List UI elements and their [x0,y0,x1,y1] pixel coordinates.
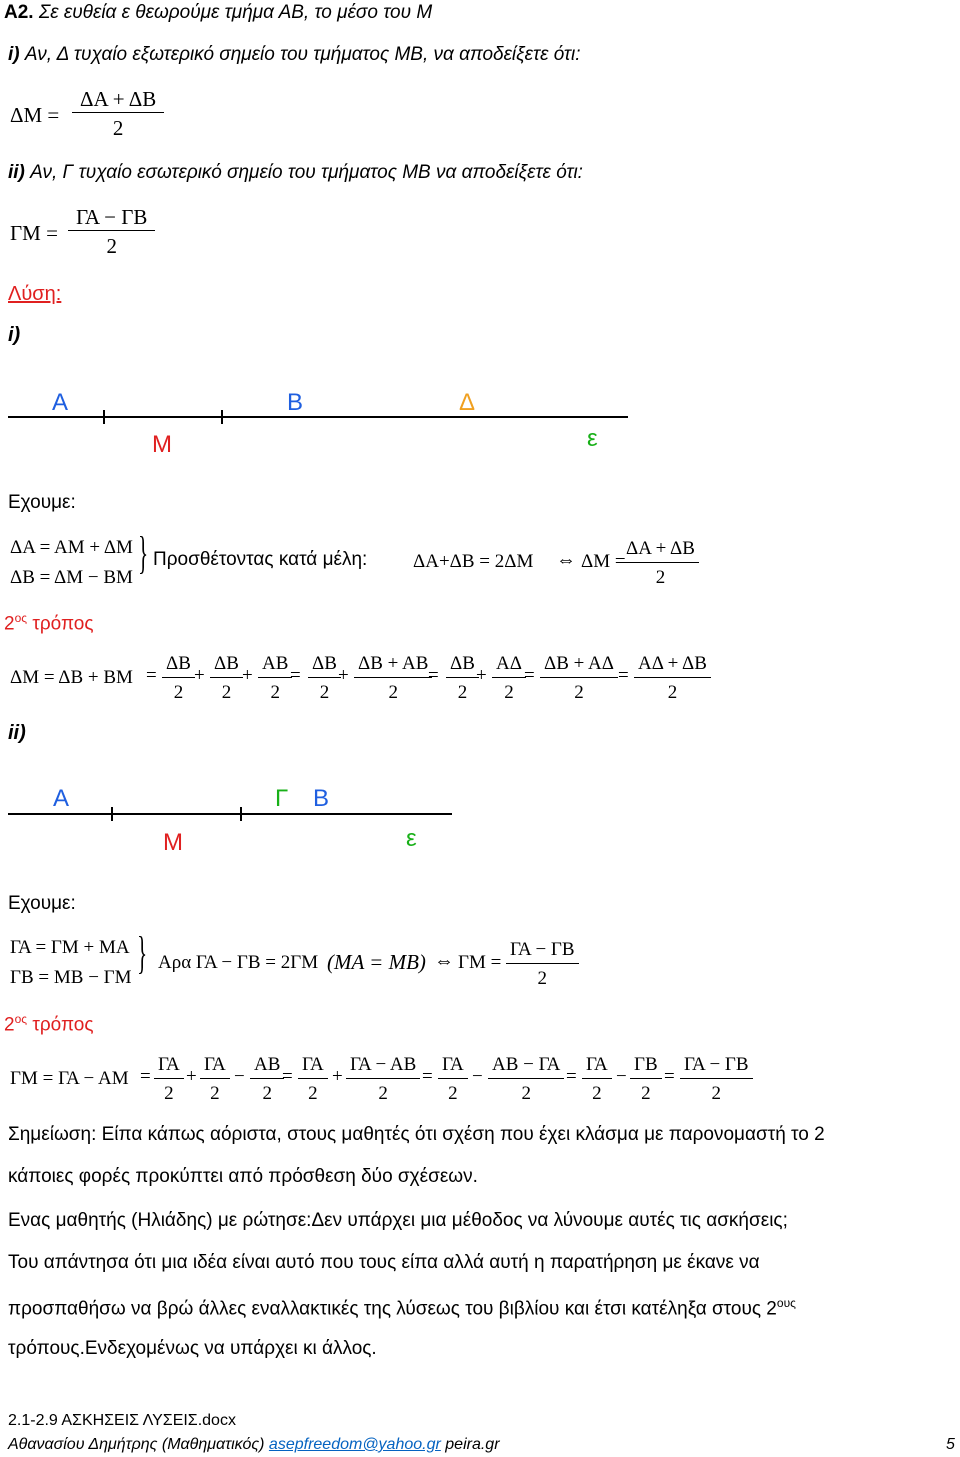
part-ii-result-fraction [506,939,579,990]
part-ii-fraction [68,206,155,257]
alt2-numerator-6: ΑΒ − ΓΑ [488,1054,564,1079]
part-ii-label: ii) [8,162,25,183]
point-label-B-2: Β [313,785,330,812]
alt2-sign-4: + [332,1066,343,1087]
part-ii-text: Αν, Γ τυχαίο εσωτερικό σημείο του τμήματος ΜΒ να αποδείξετε ότι: [30,162,583,183]
alt1-fraction-6 [492,653,526,704]
alt2-numerator-7: ΓΑ [582,1054,612,1079]
part-i-statement [8,44,580,66]
alt2-fraction-3 [298,1054,328,1105]
ara-text: Αρα ΓΑ − ΓΒ = 2ΓΜ [158,952,319,973]
paren-equality: (ΜΑ = ΜΒ) [327,950,426,974]
alt2-denominator-7: 2 [592,1083,602,1104]
alt1-fraction-8 [634,653,711,704]
part-i-result-fraction [622,538,699,589]
alt1-denominator-4: 2 [388,682,398,703]
note-line-4: Του απάντησα ότι μια ιδέα είναι αυτό που τους είπα αλλά αυτή η παρατήρηση με έκανε να [8,1252,760,1273]
alt2-numerator-1: ΓΑ [200,1054,230,1079]
part-i-eq2: ΔΒ = ΔΜ − ΒΜ [10,567,133,588]
alt1-denominator-1: 2 [221,682,232,703]
method2-sup-1: ος [14,611,28,625]
alt2-fraction-5 [438,1054,468,1105]
alt2-denominator-0: 2 [164,1083,174,1104]
alt1-denominator-2: 2 [270,682,280,703]
alt1-sign-7: = [524,665,535,686]
alt2-fraction-4 [346,1054,420,1105]
part-ii-denominator: 2 [106,234,117,258]
alt1-numerator-6: ΑΔ [492,653,526,678]
part-ii-alt-lhs: ΓΜ = ΓΑ − ΑΜ [10,1068,129,1089]
alt2-denominator-3: 2 [308,1083,318,1104]
part-ii-result-den: 2 [537,968,548,989]
alt2-fraction-6 [488,1054,564,1105]
alt1-sign-8: = [618,665,629,686]
part-i-text: Αν, Δ τυχαίο εξωτερικό σημείο του τμήματος ΜΒ, να αποδείξετε ότι: [24,44,581,65]
alt1-fraction-2 [258,653,292,704]
part-i-fraction [72,88,164,139]
method2-sup-2: ος [14,1012,28,1026]
alt1-numerator-3: ΔΒ [308,653,341,678]
alt2-sign-6: − [472,1066,483,1087]
we-have-1: Εχουμε: [8,492,76,513]
alt1-sign-5: = [428,665,439,686]
part-ii-lhs: ΓΜ = [10,221,58,245]
line-label-epsilon-2: ε [406,825,417,852]
adding-text: Προσθέτοντας κατά μέλη: [153,549,368,570]
sum-equation: ΔΑ+ΔΒ = 2ΔΜ [413,551,534,572]
part-i-alt-chain [140,653,960,703]
footer-page-number: 5 [946,1436,955,1453]
alt1-sign-0: = [146,665,157,686]
alt2-sign-1: + [186,1066,197,1087]
alt1-denominator-0: 2 [173,682,184,703]
alt2-denominator-9: 2 [711,1083,722,1104]
point-label-M-1: Μ [152,431,172,458]
alt2-sign-3: = [282,1066,293,1087]
method2-word-1: τρόπος [32,613,94,635]
alt2-fraction-9 [680,1054,753,1105]
alt2-numerator-0: ΓΑ [154,1054,184,1079]
part-i-result-num: ΔΑ + ΔΒ [622,538,699,563]
alt2-denominator-8: 2 [641,1083,651,1104]
figure-line-segment-1 [0,380,640,460]
alt2-sign-9: = [664,1066,675,1087]
alt2-denominator-5: 2 [448,1083,458,1104]
alt1-fraction-4 [354,653,432,704]
alt1-sign-3: = [290,665,301,686]
alt1-fraction-5 [446,653,479,704]
part-i-lhs: ΔΜ = [10,103,60,127]
alt2-numerator-4: ΓΑ − ΑΒ [346,1054,420,1079]
point-label-M-2: Μ [163,829,183,856]
method2-heading-1 [4,611,94,635]
method2-num-1: 2 [4,613,15,635]
point-label-A-2: Α [53,785,70,812]
note-line-5 [8,1296,796,1320]
part-i-denominator: 2 [112,116,124,140]
part-ii-eq1: ΓΑ = ΓΜ + ΜΑ [10,937,130,958]
footer-filename: 2.1-2.9 ΑΣΚΗΣΕΙΣ ΛΥΣΕΙΣ.docx [8,1412,236,1429]
part-ii-statement [8,162,583,184]
alt1-numerator-8: ΑΔ + ΔΒ [634,653,711,678]
alt1-fraction-0 [162,653,195,704]
method2-word-2: τρόπος [32,1014,94,1036]
footer-site: peira.gr [445,1436,500,1453]
line-label-epsilon-1: ε [587,425,598,452]
method2-num-2: 2 [4,1014,15,1036]
problem-number: Α2. [4,2,34,23]
alt2-numerator-8: ΓΒ [630,1054,662,1079]
note-line-5-sup: ους [776,1296,796,1310]
method2-heading-2 [4,1012,94,1036]
alt1-denominator-8: 2 [667,682,678,703]
point-label-A-1: Α [52,389,69,416]
note-line-5-main: προσπαθήσω να βρώ άλλες εναλλακτικές της λύσεως του βιβλίου και έτσι κατέληξα στους 2 [8,1298,777,1320]
alt1-denominator-3: 2 [319,682,330,703]
part-i-label: i) [8,44,20,65]
alt1-numerator-0: ΔΒ [162,653,195,678]
alt2-numerator-5: ΓΑ [438,1054,468,1079]
note-line-3: Ενας μαθητής (Ηλιάδης) με ρώτησε:Δεν υπάρχει μια μέθοδος να λύνουμε αυτές τις ασκήσεις; [8,1210,788,1231]
alt1-numerator-1: ΔΒ [210,653,243,678]
point-label-Delta-1: Δ [459,389,476,416]
iff-arrow-icon: ⇔ [556,549,576,571]
part-i-numerator: ΔΑ + ΔΒ [72,88,164,113]
alt2-sign-7: = [566,1066,577,1087]
alt2-denominator-6: 2 [521,1083,531,1104]
solution-i-label: i) [8,324,21,346]
part-i-alt-lhs: ΔΜ = ΔΒ + ΒΜ [10,667,133,688]
alt2-sign-2: − [234,1066,245,1087]
alt2-fraction-7 [582,1054,612,1105]
alt2-sign-5: = [422,1066,433,1087]
alt2-sign-8: − [616,1066,627,1087]
figure-line-segment-2 [0,776,470,860]
solution-ii-label: ii) [8,722,26,744]
part-ii-result-num: ΓΑ − ΓΒ [506,939,579,964]
part-i-eq1: ΔΑ = ΑΜ + ΔΜ [10,537,133,558]
alt2-fraction-8 [630,1054,662,1105]
alt1-numerator-2: ΑΒ [258,653,292,678]
part-i-result-lhs: ΔΜ = [581,551,626,572]
part-i-result-den: 2 [655,567,666,588]
problem-statement-line [4,2,432,24]
note-line-2: κάποιες φορές προκύπτει από πρόσθεση δύο σχέσεων. [8,1166,478,1187]
footer-email-link[interactable]: asepfreedom@yahoo.gr [268,1436,441,1453]
part-ii-numerator: ΓΑ − ΓΒ [68,206,155,231]
alt1-sign-2: + [242,665,253,686]
alt2-denominator-2: 2 [262,1083,272,1104]
footer-author: Αθανασίου Δημήτρης (Μαθηματικός) [8,1436,265,1453]
iff-arrow-icon-2: ⇔ [434,950,454,972]
part-ii-eq2: ΓΒ = ΜΒ − ΓΜ [10,967,132,988]
alt1-fraction-3 [308,653,341,704]
solution-heading: Λύση: [8,283,62,305]
footer-credits [8,1436,500,1454]
note-line-1: Σημείωση: Είπα κάπως αόριστα, στους μαθητές ότι σχέση που έχει κλάσμα με παρονομαστή το 2 [8,1124,825,1145]
alt1-denominator-7: 2 [574,682,584,703]
alt1-sign-1: + [194,665,205,686]
alt1-fraction-7 [540,653,618,704]
alt1-numerator-4: ΔΒ + ΑΒ [354,653,432,678]
alt2-denominator-1: 2 [210,1083,220,1104]
part-ii-result-lhs: ΓΜ = [458,952,502,973]
problem-statement: Σε ευθεία ε θεωρούμε τμήμα ΑΒ, το μέσο του Μ [38,2,433,23]
part-ii-alt-chain [136,1054,960,1104]
we-have-2: Εχουμε: [8,893,76,914]
alt1-sign-4: + [338,665,349,686]
alt1-numerator-5: ΔΒ [446,653,479,678]
point-label-Gamma-2: Γ [275,785,289,812]
alt2-numerator-2: ΑΒ [250,1054,284,1079]
alt1-denominator-5: 2 [457,682,468,703]
alt2-fraction-1 [200,1054,230,1105]
right-brace-1: } [138,527,149,578]
alt2-sign-0: = [140,1066,151,1087]
right-brace-2: } [137,927,148,978]
alt2-numerator-9: ΓΑ − ΓΒ [680,1054,753,1079]
alt2-denominator-4: 2 [378,1083,388,1104]
alt1-fraction-1 [210,653,243,704]
alt2-fraction-0 [154,1054,184,1105]
alt1-sign-6: + [476,665,487,686]
point-label-B-1: Β [287,389,304,416]
alt2-numerator-3: ΓΑ [298,1054,328,1079]
alt1-numerator-7: ΔΒ + ΑΔ [540,653,618,678]
note-line-6: τρόπους.Ενδεχομένως να υπάρχει κι άλλος. [8,1338,377,1359]
alt2-fraction-2 [250,1054,284,1105]
alt1-denominator-6: 2 [504,682,514,703]
